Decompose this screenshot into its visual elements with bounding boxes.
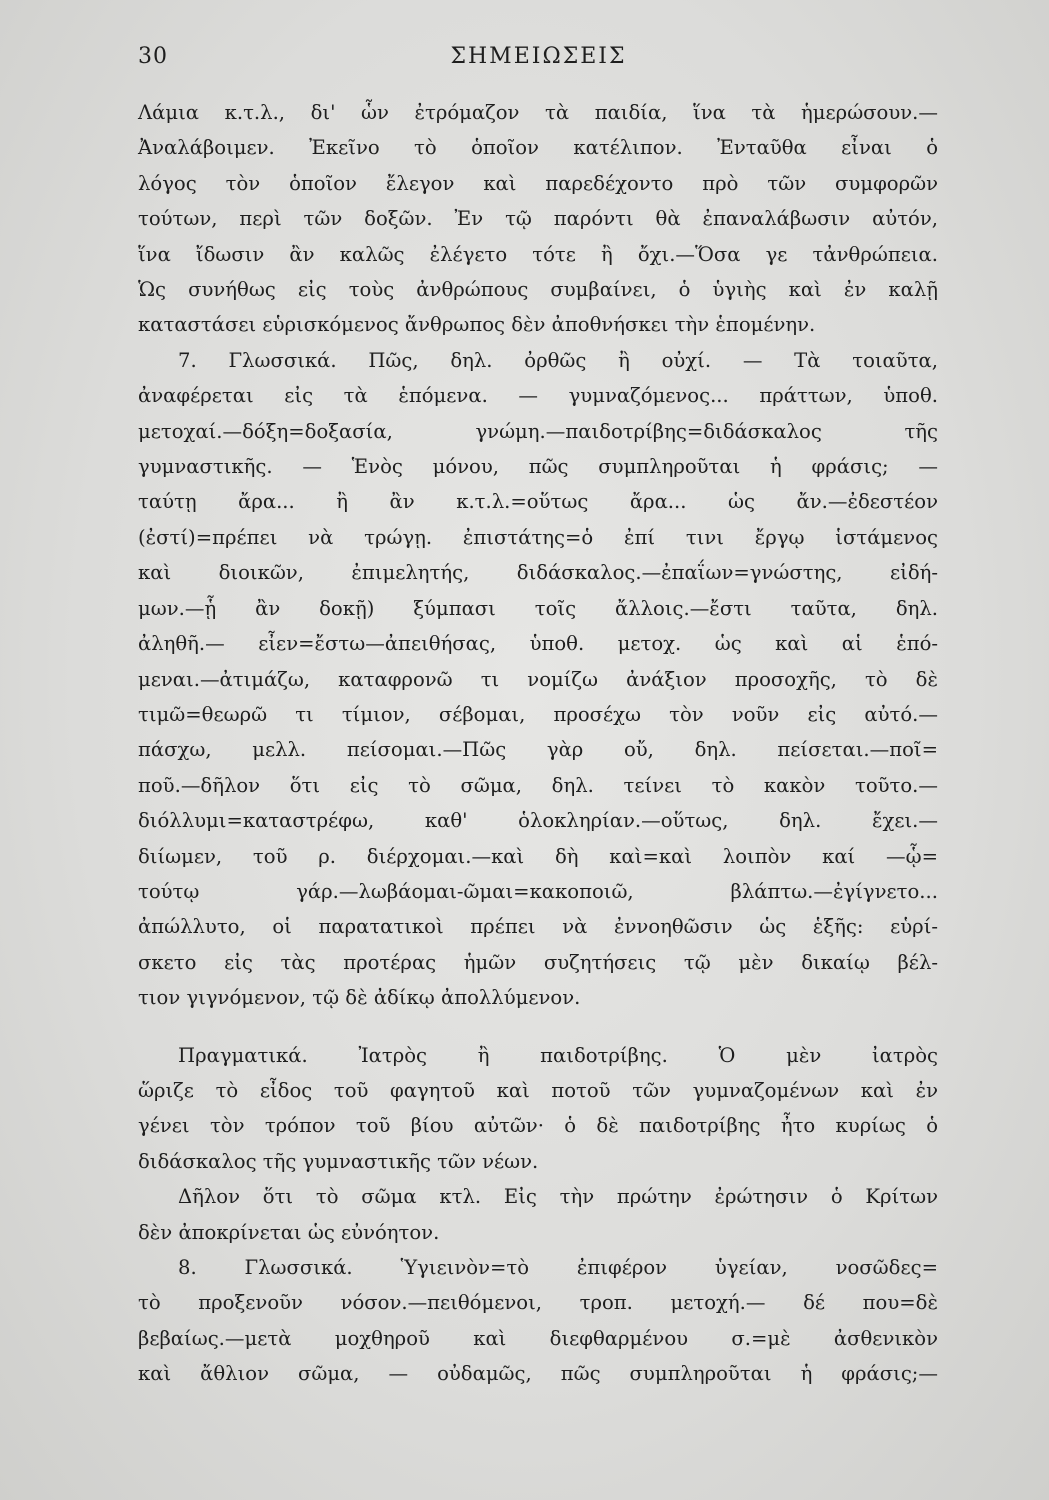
text-line: δὲν ἀποκρίνεται ὡς εὐνόητον. [138, 1220, 440, 1244]
text-line: πάσχω, μελλ. πείσομαι.—Πῶς γὰρ οὔ, δηλ. πείσεται.—ποῖ= [138, 738, 938, 762]
paragraph-section-7 [138, 343, 938, 1016]
text-line: ἵνα ἴδωσιν ἂν καλῶς ἐλέγετο τότε ἢ ὄχι.—Ὅσα γε τἀνθρώπεια. [138, 242, 938, 266]
text-line: Δῆλον ὅτι τὸ σῶμα κτλ. Εἰς τὴν πρώτην ἐρώτησιν ὁ Κρίτων [178, 1185, 938, 1209]
text-line: Ὡς συνήθως εἰς τοὺς ἀνθρώπους συμβαίνει, ὁ ὑγιὴς καὶ ἐν καλῇ [138, 278, 938, 302]
text-line: (ἐστί)=πρέπει νὰ τρώγῃ. ἐπιστάτης=ὁ ἐπί τινι ἔργῳ ἱστάμενος [138, 525, 938, 549]
paragraph-notes-intro [138, 95, 938, 343]
text-line: διόλλυμι=καταστρέφω, καθ' ὁλοκληρίαν.—οὕτως, δηλ. ἔχει.— [138, 809, 938, 833]
page-header [138, 44, 939, 84]
text-line: διίωμεν, τοῦ ρ. διέρχομαι.—καὶ δὴ καὶ=καὶ λοιπὸν καί —ᾧ= [138, 844, 938, 868]
text-line: σκετο εἰς τὰς προτέρας ἡμῶν συζητήσεις τῷ μὲν δικαίῳ βέλ- [138, 950, 938, 974]
text-line: ἀναφέρεται εἰς τὰ ἑπόμενα. — γυμναζόμενος... πράττων, ὑποθ. [138, 384, 938, 408]
text-line: μων.—ᾗ ἂν δοκῇ) ξύμπασι τοῖς ἄλλοις.—ἔστι ταῦτα, δηλ. [138, 596, 938, 620]
text-line: καταστάσει εὑρισκόμενος ἄνθρωπος δὲν ἀποθνήσκει τὴν ἑπομένην. [138, 313, 816, 337]
running-title: ΣΗΜΕΙΩΣΕΙΣ [450, 44, 627, 69]
text-line: γένει τὸν τρόπον τοῦ βίου αὐτῶν· ὁ δὲ παιδοτρίβης ἦτο κυρίως ὁ [138, 1114, 938, 1138]
page-number: 30 [138, 44, 168, 69]
page-body [138, 95, 938, 1392]
text-line: τιμῶ=θεωρῶ τι τίμιον, σέβομαι, προσέχω τὸν νοῦν εἰς αὐτό.— [138, 702, 938, 726]
text-line: ποῦ.—δῆλον ὅτι εἰς τὸ σῶμα, δηλ. τείνει τὸ κακὸν τοῦτο.— [138, 773, 938, 797]
paragraph-section-8 [138, 1250, 938, 1392]
text-line: βεβαίως.—μετὰ μοχθηροῦ καὶ διεφθαρμένου σ.=μὲ ἀσθενικὸν [138, 1326, 938, 1350]
text-line: διδάσκαλος τῆς γυμναστικῆς τῶν νέων. [138, 1149, 539, 1173]
text-line: Λάμια κ.τ.λ., δι' ὧν ἐτρόμαζον τὰ παιδία, ἵνα τὰ ἡμερώσουν.— [138, 101, 938, 124]
paragraph-pragmatika [138, 1038, 938, 1180]
text-line: λόγος τὸν ὁποῖον ἔλεγον καὶ παρεδέχοντο πρὸ τῶν συμφορῶν [138, 171, 938, 195]
text-line: 8. Γλωσσικά. Ὑγιεινὸν=τὸ ἐπιφέρον ὑγείαν, νοσῶδες= [178, 1256, 938, 1279]
text-line: τὸ προξενοῦν νόσον.—πειθόμενοι, τροπ. μετοχή.— δέ που=δὲ [138, 1291, 938, 1315]
text-line: καὶ διοικῶν, ἐπιμελητής, διδάσκαλος.—ἐπαΐων=γνώστης, εἰδή- [138, 561, 938, 585]
text-line: 7. Γλωσσικά. Πῶς, δηλ. ὀρθῶς ἢ οὐχί. — Τὰ τοιαῦτα, [178, 348, 938, 372]
text-line: Ἀναλάβοιμεν. Ἐκεῖνο τὸ ὁποῖον κατέλιπον. Ἐνταῦθα εἶναι ὁ [138, 136, 938, 160]
text-line: καὶ ἄθλιον σῶμα, — οὐδαμῶς, πῶς συμπληροῦται ἡ φράσις;— [138, 1362, 938, 1386]
text-line: Πραγματικά. Ἰατρὸς ἢ παιδοτρίβης. Ὁ μὲν ἰατρὸς [178, 1043, 938, 1067]
paragraph-delon [138, 1179, 938, 1250]
text-line: τούτων, περὶ τῶν δοξῶν. Ἐν τῷ παρόντι θὰ ἐπαναλάβωσιν αὐτόν, [138, 207, 938, 231]
text-line: ὥριζε τὸ εἶδος τοῦ φαγητοῦ καὶ ποτοῦ τῶν γυμναζομένων καὶ ἐν [138, 1078, 938, 1102]
text-line: μετοχαί.—δόξη=δοξασία, γνώμη.—παιδοτρίβης=διδάσκαλος τῆς [138, 419, 938, 443]
text-line: ἀπώλλυτο, οἱ παρατατικοὶ πρέπει νὰ ἐννοηθῶσιν ὡς ἑξῆς: εὑρί- [138, 915, 938, 939]
text-line: ταύτῃ ἄρα... ἢ ἂν κ.τ.λ.=οὕτως ἄρα... ὡς ἄν.—ἐδεστέον [138, 490, 938, 514]
text-line: τούτῳ γάρ.—λωβάομαι-ῶμαι=κακοποιῶ, βλάπτω.—ἐγίγνετο... [138, 879, 938, 903]
text-line: ἀληθῆ.— εἶεν=ἔστω—ἀπειθήσας, ὑποθ. μετοχ. ὡς καὶ αἱ ἑπό- [138, 632, 938, 656]
text-line: μεναι.—ἀτιμάζω, καταφρονῶ τι νομίζω ἀνάξιον προσοχῆς, τὸ δὲ [138, 667, 938, 691]
text-line: τιον γιγνόμενον, τῷ δὲ ἀδίκῳ ἀπολλύμενον. [138, 986, 581, 1010]
text-line: γυμναστικῆς. — Ἑνὸς μόνου, πῶς συμπληροῦται ἡ φράσις; — [138, 455, 938, 479]
